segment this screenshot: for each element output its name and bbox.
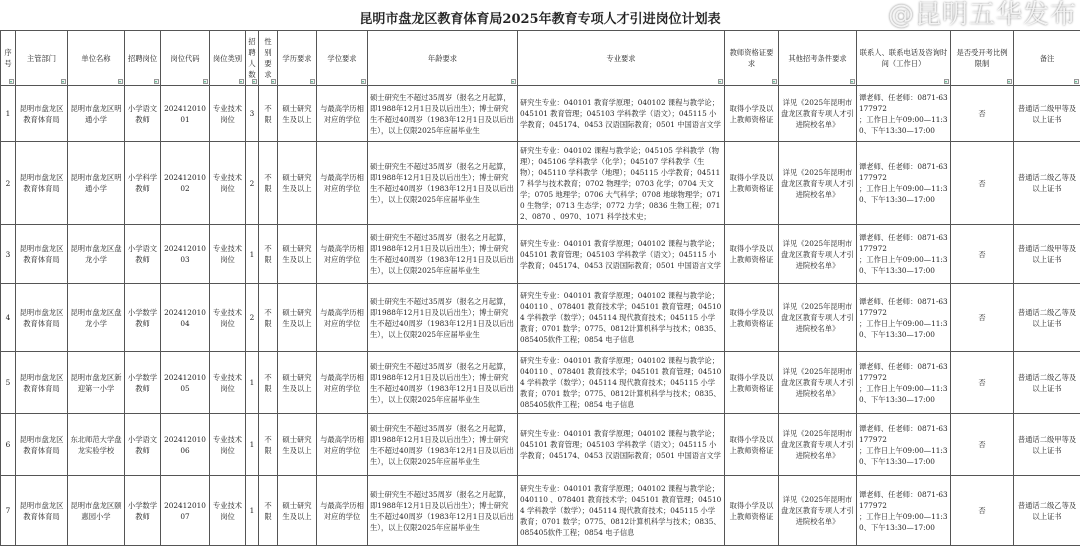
cell-major: 研究生专业：040101 教育学原理；040102 课程与教学论；040110 、078401 教育技术学；045101 教育管理；045104 学科教学（数学）；045114 现代教育技术；045115 小学教育；0701 数学；0775、0812计算机科学与技术；0835、085405软件工程；0854 电子信息 — [518, 284, 725, 352]
filter-dropdown-icon[interactable] — [772, 79, 777, 84]
cell-cert: 取得小学及以上教师资格证 — [725, 284, 779, 352]
cell-unit: 昆明市盘龙区明通小学 — [68, 86, 125, 142]
cell-major: 研究生专业：040101 教育学原理；040102 课程与教学论；045101 教育管理；045103 学科教学（语文）；045115 小学教育；045174、0453 汉语国际教育；0501 中国语言文学 — [518, 86, 725, 142]
cell-no: 3 — [1, 225, 16, 284]
filter-dropdown-icon[interactable] — [154, 79, 159, 84]
table-row — [1, 86, 1080, 142]
cell-gender: 不限 — [259, 476, 278, 546]
column-header — [779, 31, 857, 86]
cell-gender: 不限 — [259, 225, 278, 284]
cell-contact — [857, 352, 951, 414]
cell-degree: 与最高学历相对应的学位 — [317, 142, 368, 225]
cell-cert: 取得小学及以上教师资格证 — [725, 142, 779, 225]
cell-limit: 否 — [951, 414, 1014, 476]
cell-cert: 取得小学及以上教师资格证 — [725, 225, 779, 284]
cell-note: 普通话二级乙等及以上证书 — [1014, 476, 1080, 546]
watermark: @昆明五华发布 — [888, 0, 1077, 30]
cell-no: 1 — [1, 86, 16, 142]
cell-type: 专业技术岗位 — [210, 142, 246, 225]
cell-dept: 昆明市盘龙区教育体育局 — [16, 352, 68, 414]
cell-degree: 与最高学历相对应的学位 — [317, 225, 368, 284]
cell-count: 3 — [246, 86, 259, 142]
filter-dropdown-icon[interactable] — [310, 79, 315, 84]
column-header-label: 学位要求 — [327, 54, 356, 63]
filter-dropdown-icon[interactable] — [718, 79, 723, 84]
column-header — [125, 31, 161, 86]
column-header-label: 专业要求 — [606, 54, 635, 63]
filter-dropdown-icon[interactable] — [511, 79, 516, 84]
cell-degree: 与最高学历相对应的学位 — [317, 476, 368, 546]
cell-other: 详见《2025年昆明市盘龙区教育专项人才引进院校名单》 — [779, 225, 857, 284]
contact-text: 谭老师、任老师：0871-63177972 — [859, 423, 948, 445]
cell-count: 1 — [246, 352, 259, 414]
cell-type: 专业技术岗位 — [210, 86, 246, 142]
cell-code: 20241201001 — [161, 86, 210, 142]
column-header — [317, 31, 368, 86]
cell-other: 详见《2025年昆明市盘龙区教育专项人才引进院校名单》 — [779, 86, 857, 142]
cell-type: 专业技术岗位 — [210, 284, 246, 352]
cell-count: 1 — [246, 414, 259, 476]
table-row — [1, 225, 1080, 284]
cell-count: 1 — [246, 225, 259, 284]
column-header-label: 序号 — [4, 48, 11, 68]
cell-age: 硕士研究生不超过35周岁（报名之月起算，即1988年12月1日及以后出生）；博士研究生不超过40周岁（1983年12月1日及以后出生），以上仅限2025年应届毕业生 — [368, 352, 518, 414]
cell-no: 6 — [1, 414, 16, 476]
contact-text: 谭老师、任老师：0871-63177972 — [859, 489, 948, 511]
column-header-label: 主管部门 — [27, 54, 56, 63]
cell-age: 硕士研究生不超过35周岁（报名之月起算，即1988年12月1日及以后出生）；博士研究生不超过40周岁（1983年12月1日及以后出生），以上仅限2025年应届毕业生 — [368, 414, 518, 476]
cell-note: 普通话二级乙等及以上证书 — [1014, 352, 1080, 414]
filter-dropdown-icon[interactable] — [203, 79, 208, 84]
filter-dropdown-icon[interactable] — [9, 79, 14, 84]
filter-dropdown-icon[interactable] — [944, 79, 949, 84]
column-header — [161, 31, 210, 86]
cell-dept: 昆明市盘龙区教育体育局 — [16, 414, 68, 476]
filter-dropdown-icon[interactable] — [361, 79, 366, 84]
filter-dropdown-icon[interactable] — [1074, 79, 1079, 84]
cell-note: 普通话二级乙等及以上证书 — [1014, 142, 1080, 225]
column-header-label: 是否受开考比例限制 — [956, 48, 1007, 68]
column-header — [1014, 31, 1080, 86]
cell-post: 小学数学教师 — [125, 352, 161, 414]
column-header-label: 单位名称 — [81, 54, 110, 63]
cell-edu: 硕士研究生及以上 — [278, 225, 317, 284]
cell-no: 5 — [1, 352, 16, 414]
column-header-label: 联系人、联系电话及咨询时间（工作日） — [860, 48, 948, 68]
contact-text: ；工作日上午09:00—11:30、下午13:30—17:00 — [859, 511, 948, 533]
filter-dropdown-icon[interactable] — [271, 79, 276, 84]
cell-limit: 否 — [951, 142, 1014, 225]
table-row — [1, 352, 1080, 414]
cell-count: 2 — [246, 142, 259, 225]
filter-dropdown-icon[interactable] — [118, 79, 123, 84]
cell-degree: 与最高学历相对应的学位 — [317, 284, 368, 352]
cell-contact — [857, 284, 951, 352]
cell-edu: 硕士研究生及以上 — [278, 284, 317, 352]
cell-unit: 昆明市盘龙区颐惠园小学 — [68, 476, 125, 546]
column-header — [68, 31, 125, 86]
cell-contact — [857, 414, 951, 476]
cell-age: 硕士研究生不超过35周岁（报名之月起算，即1988年12月1日及以后出生）；博士研究生不超过40周岁（1983年12月1日及以后出生），以上仅限2025年应届毕业生 — [368, 225, 518, 284]
table-row — [1, 142, 1080, 225]
cell-major: 研究生专业：040102 课程与教学论；045105 学科教学（物理）；045106 学科教学（化学）；045107 学科教学（生物）；045110 学科教学（地理）；045115 小学教育；045117 科学与技术教育；0702 物理学；0703 化学；0704 天文学；0705 地理学；0706 大气科学；0708 地球物理学；0710 生物学；0713 生态学；0772 力学；0836 生物工程；0712、0870 、0970、1071 科学技术史； — [518, 142, 725, 225]
cell-age: 硕士研究生不超过35周岁（报名之月起算，即1988年12月1日及以后出生）；博士研究生不超过40周岁（1983年12月1日及以后出生），以上仅限2025年应届毕业生 — [368, 476, 518, 546]
cell-cert: 取得小学及以上教师资格证 — [725, 414, 779, 476]
cell-unit: 昆明市盘龙区新迎第一小学 — [68, 352, 125, 414]
contact-text: ；工作日上午09:00—11:30、下午13:30—17:00 — [859, 383, 948, 405]
contact-text: 谭老师、任老师：0871-63177972 — [859, 161, 948, 183]
cell-limit: 否 — [951, 225, 1014, 284]
column-header — [259, 31, 278, 86]
cell-code: 20241201006 — [161, 414, 210, 476]
cell-age: 硕士研究生不超过35周岁（报名之月起算，即1988年12月1日及以后出生）；博士研究生不超过40周岁（1983年12月1日及以后出生），以上仅限2025年应届毕业生 — [368, 142, 518, 225]
column-header-label: 学历要求 — [282, 54, 311, 63]
column-header — [368, 31, 518, 86]
cell-type: 专业技术岗位 — [210, 352, 246, 414]
cell-no: 7 — [1, 476, 16, 546]
cell-age: 硕士研究生不超过35周岁（报名之月起算，即1988年12月1日及以后出生）；博士研究生不超过40周岁（1983年12月1日及以后出生），以上仅限2025年应届毕业生 — [368, 284, 518, 352]
column-header-label: 岗位类别 — [213, 54, 242, 63]
filter-dropdown-icon[interactable] — [850, 79, 855, 84]
cell-code: 20241201005 — [161, 352, 210, 414]
cell-contact — [857, 86, 951, 142]
contact-text: ；工作日上午09:00—11:30、下午13:30—17:00 — [859, 114, 948, 136]
column-header — [518, 31, 725, 86]
cell-other: 详见《2025年昆明市盘龙区教育专项人才引进院校名单》 — [779, 414, 857, 476]
cell-code: 20241201004 — [161, 284, 210, 352]
cell-cert: 取得小学及以上教师资格证 — [725, 86, 779, 142]
cell-type: 专业技术岗位 — [210, 476, 246, 546]
contact-text: ；工作日上午09:00—11:30、下午13:30—17:00 — [859, 445, 948, 467]
cell-dept: 昆明市盘龙区教育体育局 — [16, 225, 68, 284]
cell-no: 2 — [1, 142, 16, 225]
cell-contact — [857, 142, 951, 225]
cell-limit: 否 — [951, 284, 1014, 352]
cell-contact — [857, 476, 951, 546]
cell-limit: 否 — [951, 352, 1014, 414]
cell-count: 2 — [246, 284, 259, 352]
cell-type: 专业技术岗位 — [210, 414, 246, 476]
cell-type: 专业技术岗位 — [210, 225, 246, 284]
contact-text: ；工作日上午09:00—11:30、下午13:30—17:00 — [859, 183, 948, 205]
column-header — [725, 31, 779, 86]
cell-degree: 与最高学历相对应的学位 — [317, 414, 368, 476]
cell-major: 研究生专业：040101 教育学原理；040102 课程与教学论；040110 、078401 教育技术学；045101 教育管理；045104 学科教学（数学）；045114 现代教育技术；045115 小学教育；0701 数学；0775、0812计算机科学与技术；0835、085405软件工程；0854 电子信息 — [518, 476, 725, 546]
cell-edu: 硕士研究生及以上 — [278, 476, 317, 546]
cell-edu: 硕士研究生及以上 — [278, 86, 317, 142]
cell-gender: 不限 — [259, 414, 278, 476]
cell-unit: 昆明市盘龙区明通小学 — [68, 142, 125, 225]
recruitment-table — [0, 30, 1080, 546]
cell-age: 硕士研究生不超过35周岁（报名之月起算，即1988年12月1日及以后出生）；博士研究生不超过40周岁（1983年12月1日及以后出生），以上仅限2025年应届毕业生 — [368, 86, 518, 142]
table-row — [1, 476, 1080, 546]
column-header-label: 岗位代码 — [170, 54, 199, 63]
column-header — [210, 31, 246, 86]
cell-post: 小学语文教师 — [125, 225, 161, 284]
column-header-label: 招聘人数 — [248, 37, 255, 79]
cell-edu: 硕士研究生及以上 — [278, 414, 317, 476]
column-header — [1, 31, 16, 86]
contact-text: ；工作日上午09:00—11:30、下午13:30—17:00 — [859, 254, 948, 276]
cell-post: 小学数学教师 — [125, 476, 161, 546]
cell-post: 小学科学教师 — [125, 142, 161, 225]
cell-gender: 不限 — [259, 86, 278, 142]
table-body — [1, 86, 1080, 546]
cell-dept: 昆明市盘龙区教育体育局 — [16, 476, 68, 546]
cell-edu: 硕士研究生及以上 — [278, 352, 317, 414]
contact-text: 谭老师、任老师：0871-63177972 — [859, 296, 948, 318]
filter-dropdown-icon[interactable] — [252, 79, 257, 84]
table-row — [1, 284, 1080, 352]
cell-unit: 昆明市盘龙区盘龙小学 — [68, 284, 125, 352]
cell-code: 20241201003 — [161, 225, 210, 284]
cell-note: 普通话二级乙等及以上证书 — [1014, 284, 1080, 352]
cell-note: 普通话二级甲等及以上证书 — [1014, 225, 1080, 284]
cell-degree: 与最高学历相对应的学位 — [317, 352, 368, 414]
cell-edu: 硕士研究生及以上 — [278, 142, 317, 225]
column-header-label: 其他招考条件要求 — [788, 54, 846, 63]
cell-limit: 否 — [951, 86, 1014, 142]
cell-post: 小学语文教师 — [125, 86, 161, 142]
table-row — [1, 414, 1080, 476]
cell-contact — [857, 225, 951, 284]
contact-text: 谭老师、任老师：0871-63177972 — [859, 361, 948, 383]
column-header-label: 年龄要求 — [428, 54, 457, 63]
cell-dept: 昆明市盘龙区教育体育局 — [16, 284, 68, 352]
cell-major: 研究生专业：040101 教育学原理；040102 课程与教学论；045101 教育管理；045103 学科教学（语文）；045115 小学教育；045174、0453 汉语国际教育；0501 中国语言文学 — [518, 414, 725, 476]
cell-limit: 否 — [951, 476, 1014, 546]
cell-note: 普通话二级甲等及以上证书 — [1014, 86, 1080, 142]
header-row — [1, 31, 1080, 86]
cell-note: 普通话二级甲等及以上证书 — [1014, 414, 1080, 476]
cell-major: 研究生专业：040101 教育学原理；040102 课程与教学论；040110 、078401 教育技术学；045101 教育管理；045104 学科教学（数学）；045114 现代教育技术；045115 小学教育；0701 数学；0775、0812计算机科学与技术；0835、085405软件工程；0854 电子信息 — [518, 352, 725, 414]
cell-unit: 昆明市盘龙区盘龙小学 — [68, 225, 125, 284]
cell-post: 小学数学教师 — [125, 284, 161, 352]
column-header — [951, 31, 1014, 86]
cell-gender: 不限 — [259, 142, 278, 225]
column-header — [16, 31, 68, 86]
column-header — [278, 31, 317, 86]
filter-dropdown-icon[interactable] — [61, 79, 66, 84]
cell-degree: 与最高学历相对应的学位 — [317, 86, 368, 142]
filter-dropdown-icon[interactable] — [239, 79, 244, 84]
cell-gender: 不限 — [259, 352, 278, 414]
column-header — [857, 31, 951, 86]
cell-dept: 昆明市盘龙区教育体育局 — [16, 86, 68, 142]
contact-text: ；工作日上午09:00—11:30、下午13:30—17:00 — [859, 318, 948, 340]
cell-cert: 取得小学及以上教师资格证 — [725, 352, 779, 414]
cell-major: 研究生专业：040101 教育学原理；040102 课程与教学论；045101 教育管理；045103 学科教学（语文）；045115 小学教育；045174、0453 汉语国际教育；0501 中国语言文学 — [518, 225, 725, 284]
contact-text: 谭老师、任老师：0871-63177972 — [859, 92, 948, 114]
cell-unit: 东北师范大学盘龙实验学校 — [68, 414, 125, 476]
cell-other: 详见《2025年昆明市盘龙区教育专项人才引进院校名单》 — [779, 284, 857, 352]
column-header-label: 备注 — [1040, 54, 1055, 63]
cell-cert: 取得小学及以上教师资格证 — [725, 476, 779, 546]
contact-text: 谭老师、任老师：0871-63177972 — [859, 232, 948, 254]
column-header — [246, 31, 259, 86]
cell-code: 20241201002 — [161, 142, 210, 225]
page-title: 昆明市盘龙区教育体育局2025年教育专项人才引进岗位计划表 — [0, 8, 1080, 27]
cell-other: 详见《2025年昆明市盘龙区教育专项人才引进院校名单》 — [779, 142, 857, 225]
column-header-label: 招聘岗位 — [128, 54, 157, 63]
cell-post: 小学语文教师 — [125, 414, 161, 476]
cell-gender: 不限 — [259, 284, 278, 352]
cell-other: 详见《2025年昆明市盘龙区教育专项人才引进院校名单》 — [779, 476, 857, 546]
cell-no: 4 — [1, 284, 16, 352]
cell-code: 20241201007 — [161, 476, 210, 546]
cell-dept: 昆明市盘龙区教育体育局 — [16, 142, 68, 225]
cell-other: 详见《2025年昆明市盘龙区教育专项人才引进院校名单》 — [779, 352, 857, 414]
cell-count: 1 — [246, 476, 259, 546]
column-header-label: 性别要求 — [264, 37, 271, 79]
column-header-label: 教师资格证要求 — [730, 48, 774, 68]
filter-dropdown-icon[interactable] — [1007, 79, 1012, 84]
